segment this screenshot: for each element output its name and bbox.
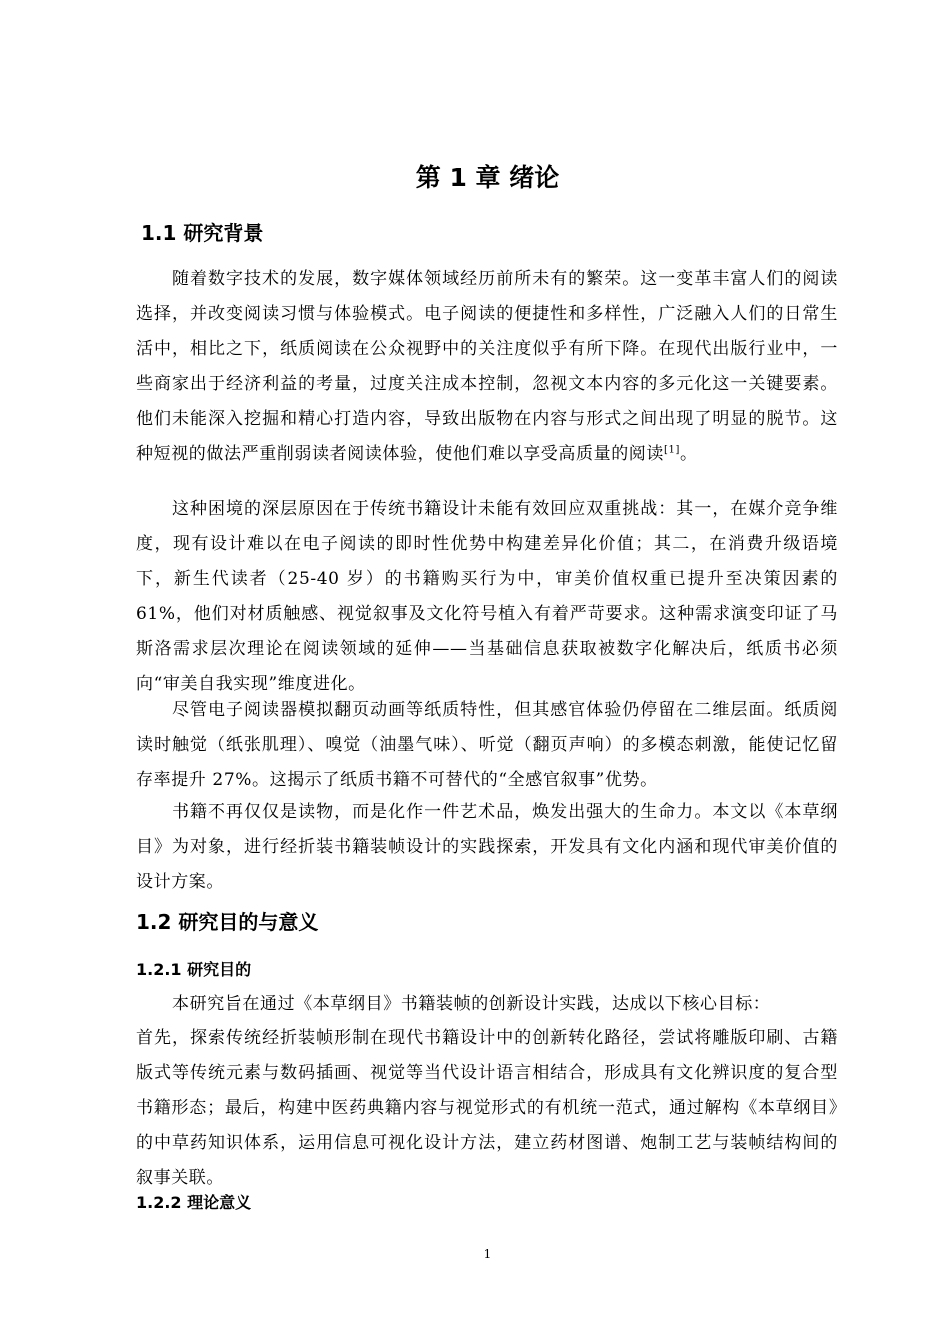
paragraph-text: 随着数字技术的发展，数字媒体领域经历前所未有的繁荣。这一变革丰富人们的阅读选择，并改变阅读习惯与体验模式。电子阅读的便捷性和多样性，广泛融入人们的日常生活中，相比之下，纸质阅读在公众视野中的关注度似乎有所下降。在现代出版行业中，一些商家出于经济利益的考量，过度关注成本控制，忽视文本内容的多元化这一关键要素。他们未能深入挖掘和精心打造内容，导致出版物在内容与形式之间出现了明显的脱节。这种短视的做法严重削弱读者阅读体验，使他们难以享受高质量的阅读 [136, 269, 838, 464]
page-number: 1 [483, 1247, 492, 1261]
chapter-title: 第 1 章 绪论 [415, 163, 560, 192]
citation-ref[interactable]: [1] [664, 444, 680, 456]
paragraph-background-3: 尽管电子阅读器模拟翻页动画等纸质特性，但其感官体验仍停留在二维层面。纸质阅读时触觉（纸张肌理）、嗅觉（油墨气味）、听觉（翻页声响）的多模态刺激，能使记忆留存率提升 27%。这揭示了纸质书籍不可替代的“全感官叙事”优势。 [136, 700, 838, 790]
subsection-heading-1-2-1: 1.2.1 研究目的 [136, 960, 252, 979]
paragraph-background-1 [136, 262, 838, 472]
paragraph-suffix: 。 [679, 444, 698, 464]
paragraph-purpose-goals: 首先，探索传统经折装帧形制在现代书籍设计中的创新转化路径，尝试将雕版印刷、古籍版式等传统元素与数码插画、视觉等当代设计语言相结合，形成具有文化辨识度的复合型书籍形态；最后，构建中医药典籍内容与视觉形式的有机统一范式，通过解构《本草纲目》的中草药知识体系，运用信息可视化设计方法，建立药材图谱、炮制工艺与装帧结构间的叙事关联。 [136, 1028, 838, 1188]
section-heading-1-1: 1.1 研究背景 [141, 221, 264, 245]
paragraph-purpose-intro: 本研究旨在通过《本草纲目》书籍装帧的创新设计实践，达成以下核心目标： [172, 994, 771, 1014]
paragraph-background-4: 书籍不再仅仅是读物，而是化作一件艺术品，焕发出强大的生命力。本文以《本草纲目》为对象，进行经折装书籍装帧设计的实践探索，开发具有文化内涵和现代审美价值的设计方案。 [136, 802, 838, 892]
subsection-heading-1-2-2: 1.2.2 理论意义 [136, 1193, 252, 1212]
paragraph-background-2: 这种困境的深层原因在于传统书籍设计未能有效回应双重挑战：其一，在媒介竞争维度，现有设计难以在电子阅读的即时性优势中构建差异化价值；其二，在消费升级语境下，新生代读者（25-40 岁）的书籍购买行为中，审美价值权重已提升至决策因素的 61%，他们对材质触感、视觉叙事及文化符号植入有着严苛要求。这种需求演变印证了马斯洛需求层次理论在阅读领域的延伸——当基础信息获取被数字化解决后，纸质书必须向“审美自我实现”维度进化。 [136, 499, 838, 694]
section-heading-1-2: 1.2 研究目的与意义 [136, 910, 319, 934]
